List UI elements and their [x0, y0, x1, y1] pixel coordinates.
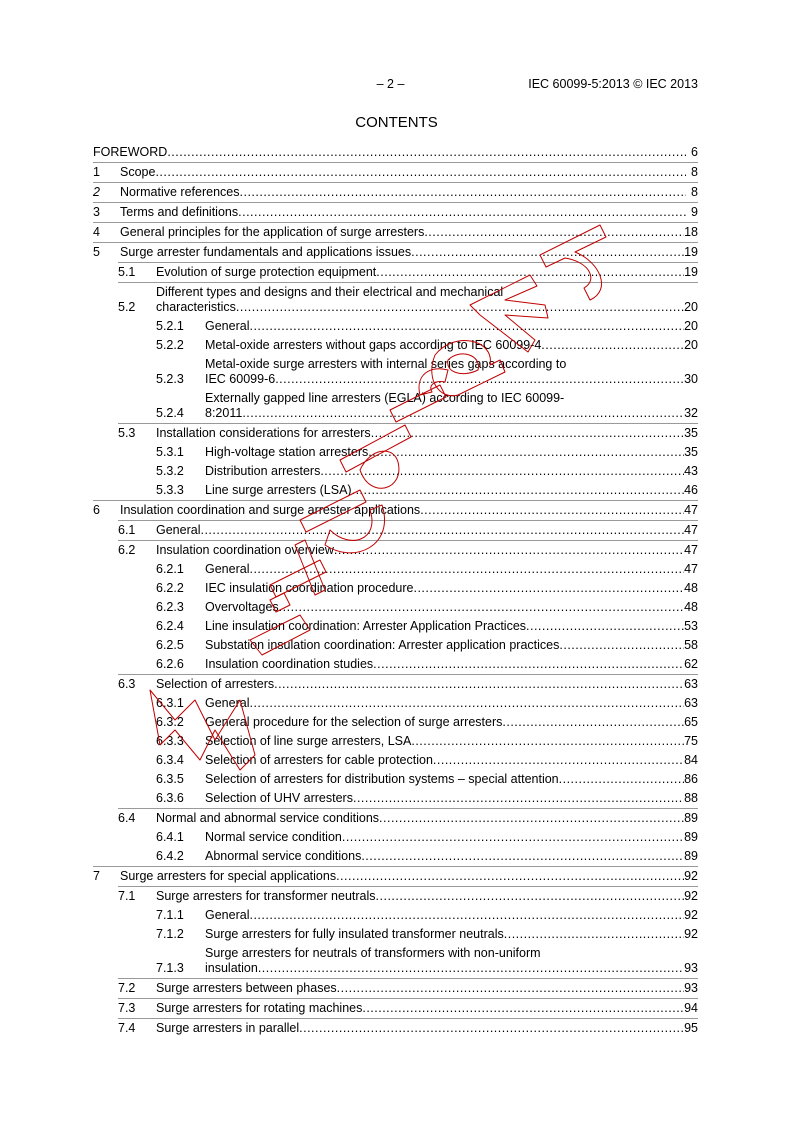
toc-entry[interactable]: [156, 355, 698, 389]
toc-leader-dots: [433, 753, 684, 768]
toc-entry-number: 6.4.2: [156, 849, 184, 863]
toc-entry-page: 89: [684, 830, 698, 844]
toc-entry-title: Selection of UHV arresters: [205, 791, 353, 805]
toc-entry-number: 6.2.2: [156, 581, 184, 595]
toc-leader-dots: [361, 849, 684, 864]
toc-entry-title: Surge arresters for fully insulated transformer neutrals: [205, 927, 504, 941]
toc-entry-title: General: [205, 562, 250, 576]
toc-entry-number: 6.2: [118, 543, 136, 557]
page-title: CONTENTS: [355, 114, 438, 131]
toc-entry-number: 6.3.4: [156, 753, 184, 767]
toc-entry-number: 5.3.1: [156, 445, 184, 459]
toc-entry-title: Line surge arresters (LSA): [205, 483, 352, 497]
toc-entry-page: 32: [684, 406, 698, 420]
toc-entry[interactable]: [93, 182, 698, 202]
toc-entry-number: 5.3.3: [156, 483, 184, 497]
toc-entry-page: 92: [684, 869, 698, 883]
toc-entry-number: 6.1: [118, 523, 136, 537]
toc-entry-title: Insulation coordination and surge arrester applications: [120, 503, 421, 517]
toc-entry-title: Normative references: [120, 185, 240, 199]
toc-leader-dots: [352, 483, 685, 498]
toc-entry-number: 5.2.1: [156, 319, 184, 333]
toc-entry[interactable]: [118, 886, 698, 906]
toc-entry-number: 5.3: [118, 426, 136, 440]
toc-entry[interactable]: [156, 598, 698, 617]
toc-entry-page: 20: [684, 319, 698, 333]
toc-leader-dots: [258, 961, 684, 976]
toc-entry-title: Overvoltages: [205, 600, 279, 614]
toc-entry-page: 65: [684, 715, 698, 729]
toc-entry-page: 95: [684, 1021, 698, 1035]
toc-entry-number: 6.2.6: [156, 657, 184, 671]
toc-entry-number: 6.2.5: [156, 638, 184, 652]
toc-entry-title: Distribution arresters: [205, 464, 321, 478]
toc-entry-title: Surge arrester fundamentals and applications issues: [120, 245, 412, 259]
toc-entry[interactable]: [118, 423, 698, 443]
toc-leader-dots: [249, 696, 684, 711]
toc-entry-title-continued: IEC 60099-6: [205, 372, 276, 386]
toc-entry-page: 84: [684, 753, 698, 767]
toc-entry-title: General: [156, 523, 201, 537]
toc-leader-dots: [249, 319, 684, 334]
toc-leader-dots: [299, 1021, 684, 1036]
toc-entry-title: Insulation coordination studies: [205, 657, 374, 671]
toc-entry[interactable]: [93, 202, 698, 222]
toc-entry-number: 6: [93, 503, 100, 517]
toc-entry-number: 6.3.5: [156, 772, 184, 786]
toc-entry[interactable]: [93, 242, 698, 262]
toc-entry-number: 5.1: [118, 265, 136, 279]
toc-leader-dots: [279, 600, 684, 615]
toc-entry-page: 94: [684, 1001, 698, 1015]
toc-entry-page: 92: [684, 908, 698, 922]
toc-entry[interactable]: [156, 770, 698, 789]
toc-entry-title: General: [205, 319, 250, 333]
toc-leader-dots: [353, 791, 684, 806]
toc-entry[interactable]: [156, 443, 698, 462]
toc-entry[interactable]: [156, 751, 698, 770]
toc-entry-page: 35: [684, 445, 698, 459]
toc-entry-title: Selection of arresters for cable protection: [205, 753, 433, 767]
toc-entry-title: Surge arresters for rotating machines: [156, 1001, 363, 1015]
toc-entry-page: 89: [684, 811, 698, 825]
toc-entry-number: 7.1.1: [156, 908, 184, 922]
standard-reference: IEC 60099-5:2013 © IEC 2013: [528, 77, 698, 91]
toc-entry-page: 92: [684, 927, 698, 941]
toc-entry-number: 6.3: [118, 677, 136, 691]
toc-entry-page: 47: [684, 562, 698, 576]
toc-entry[interactable]: [156, 655, 698, 674]
toc-entry[interactable]: [156, 462, 698, 481]
toc-leader-dots: [559, 638, 684, 653]
toc-entry-title: General: [205, 696, 250, 710]
toc-entry-number: 1: [93, 165, 100, 179]
toc-entry-number: 7.3: [118, 1001, 136, 1015]
toc-entry-number: 6.3.1: [156, 696, 184, 710]
toc-entry-number: 7.1: [118, 889, 136, 903]
toc-entry[interactable]: [156, 847, 698, 866]
toc-entry-title: Substation insulation coordination: Arrester application practices: [205, 638, 560, 652]
toc-entry[interactable]: [156, 617, 698, 636]
toc-entry-page: 48: [684, 600, 698, 614]
toc-entry[interactable]: [156, 732, 698, 751]
toc-entry-number: 7.1.3: [156, 961, 184, 975]
toc-leader-dots: [167, 145, 686, 160]
toc-entry-title: Surge arresters between phases: [156, 981, 337, 995]
toc-entry-page: 63: [684, 696, 698, 710]
toc-entry[interactable]: [156, 636, 698, 655]
toc-leader-dots: [200, 523, 684, 538]
toc-entry[interactable]: [118, 978, 698, 998]
toc-leader-dots: [376, 889, 685, 904]
toc-leader-dots: [342, 830, 684, 845]
toc-entry-page: 75: [684, 734, 698, 748]
toc-entry-title: Terms and definitions: [120, 205, 239, 219]
toc-entry-page: 20: [684, 300, 698, 314]
toc-entry-title: Insulation coordination overview: [156, 543, 334, 557]
toc-entry-number: 6.4: [118, 811, 136, 825]
page-number: – 2 –: [376, 77, 405, 91]
toc-entry-title: Normal service condition: [205, 830, 342, 844]
toc-entry-page: 30: [684, 372, 698, 386]
toc-entry-title: Surge arresters for transformer neutrals: [156, 889, 376, 903]
toc-entry[interactable]: [156, 828, 698, 847]
toc-entry-title: Normal and abnormal service conditions: [156, 811, 380, 825]
table-of-contents: [93, 143, 698, 1038]
toc-entry-title: Line insulation coordination: Arrester Application Practices: [205, 619, 527, 633]
toc-leader-dots: [413, 581, 684, 596]
toc-entry-number: 2: [93, 185, 100, 199]
toc-leader-dots: [424, 225, 684, 240]
toc-entry-number: 7.4: [118, 1021, 136, 1035]
toc-leader-dots: [411, 734, 684, 749]
toc-entry-page: 35: [684, 426, 698, 440]
toc-entry-page: 53: [684, 619, 698, 633]
toc-entry-page: 19: [684, 245, 698, 259]
toc-entry-number: 5.2.2: [156, 338, 184, 352]
toc-entry-page: 8: [691, 165, 698, 179]
toc-entry[interactable]: [118, 282, 698, 317]
toc-entry-title: Scope: [120, 165, 156, 179]
toc-entry[interactable]: [156, 560, 698, 579]
toc-entry[interactable]: [156, 694, 698, 713]
toc-entry-page: 8: [691, 185, 698, 199]
toc-entry-title: Selection of arresters: [156, 677, 275, 691]
toc-entry-title: Externally gapped line arresters (EGLA) according to IEC 60099-: [205, 391, 565, 405]
toc-entry-title: Metal-oxide arresters without gaps according to IEC 60099-4: [205, 338, 542, 352]
toc-entry[interactable]: [93, 500, 698, 520]
toc-entry-page: 89: [684, 849, 698, 863]
toc-entry-page: 9: [691, 205, 698, 219]
toc-leader-dots: [379, 811, 684, 826]
toc-entry[interactable]: [118, 520, 698, 540]
toc-leader-dots: [336, 869, 684, 884]
toc-entry[interactable]: [156, 925, 698, 944]
toc-entry[interactable]: [118, 808, 698, 828]
toc-entry-page: 63: [684, 677, 698, 691]
toc-leader-dots: [249, 908, 684, 923]
toc-entry-number: 7: [93, 869, 100, 883]
toc-entry-page: 88: [684, 791, 698, 805]
toc-entry-title-continued: 8:2011: [205, 406, 243, 420]
toc-leader-dots: [371, 426, 684, 441]
toc-leader-dots: [373, 657, 684, 672]
toc-entry[interactable]: [156, 579, 698, 598]
toc-leader-dots: [274, 677, 684, 692]
toc-entry-page: 93: [684, 981, 698, 995]
toc-leader-dots: [362, 1001, 684, 1016]
toc-entry[interactable]: [156, 789, 698, 808]
toc-entry[interactable]: [118, 1018, 698, 1038]
toc-entry-number: 5.2.3: [156, 372, 184, 386]
toc-entry[interactable]: [156, 713, 698, 732]
toc-leader-dots: [368, 445, 684, 460]
toc-entry-page: 43: [684, 464, 698, 478]
toc-leader-dots: [236, 300, 684, 315]
toc-entry-number: 6.2.3: [156, 600, 184, 614]
toc-entry-page: 62: [684, 657, 698, 671]
toc-entry-title: Selection of line surge arresters, LSA: [205, 734, 412, 748]
toc-entry-title: General: [205, 908, 250, 922]
toc-entry-page: 93: [684, 961, 698, 975]
toc-entry-title: FOREWORD: [93, 145, 168, 159]
toc-leader-dots: [504, 927, 684, 942]
toc-entry-number: 6.2.1: [156, 562, 184, 576]
toc-entry-title: Surge arresters for special applications: [120, 869, 337, 883]
toc-entry-number: 7.1.2: [156, 927, 184, 941]
toc-entry[interactable]: [156, 481, 698, 500]
toc-entry-page: 47: [684, 503, 698, 517]
toc-entry-page: 86: [684, 772, 698, 786]
toc-entry-title: Different types and designs and their electrical and mechanical: [156, 285, 504, 299]
toc-leader-dots: [541, 338, 684, 353]
toc-entry-number: 7.2: [118, 981, 136, 995]
toc-entry-title: IEC insulation coordination procedure: [205, 581, 414, 595]
toc-entry-number: 3: [93, 205, 100, 219]
toc-entry[interactable]: [156, 336, 698, 355]
toc-entry[interactable]: [93, 222, 698, 242]
toc-entry[interactable]: [118, 998, 698, 1018]
toc-entry-title: General procedure for the selection of surge arresters: [205, 715, 503, 729]
toc-entry-page: 47: [684, 523, 698, 537]
toc-entry-title-continued: characteristics: [156, 300, 236, 314]
toc-leader-dots: [334, 543, 684, 558]
toc-entry-title: General principles for the application of surge arresters: [120, 225, 425, 239]
toc-entry[interactable]: [93, 162, 698, 182]
toc-entry[interactable]: [156, 389, 698, 423]
toc-entry-number: 6.2.4: [156, 619, 184, 633]
toc-entry-page: 19: [684, 265, 698, 279]
toc-entry-title: Surge arresters in parallel: [156, 1021, 300, 1035]
toc-entry-number: 6.4.1: [156, 830, 184, 844]
toc-entry-title: Metal-oxide surge arresters with internal series gaps according to: [205, 357, 567, 371]
toc-entry-page: 58: [684, 638, 698, 652]
toc-entry-page: 92: [684, 889, 698, 903]
toc-leader-dots: [526, 619, 684, 634]
toc-leader-dots: [275, 372, 684, 387]
toc-entry-page: 46: [684, 483, 698, 497]
toc-entry-title: Selection of arresters for distribution systems – special attention: [205, 772, 559, 786]
toc-entry-page: 6: [691, 145, 698, 159]
toc-leader-dots: [249, 562, 684, 577]
toc-leader-dots: [240, 185, 687, 200]
toc-entry-page: 48: [684, 581, 698, 595]
toc-entry[interactable]: [156, 317, 698, 336]
toc-entry-page: 18: [684, 225, 698, 239]
toc-entry-number: 4: [93, 225, 100, 239]
toc-entry[interactable]: [156, 944, 698, 978]
toc-entry-page: 47: [684, 543, 698, 557]
toc-entry-number: 6.3.3: [156, 734, 184, 748]
toc-leader-dots: [411, 245, 684, 260]
toc-entry[interactable]: [118, 262, 698, 282]
toc-entry-page: 20: [684, 338, 698, 352]
toc-entry-title: Surge arresters for neutrals of transformers with non-uniform: [205, 946, 541, 960]
toc-entry[interactable]: [93, 143, 698, 162]
toc-leader-dots: [155, 165, 686, 180]
toc-leader-dots: [337, 981, 684, 996]
toc-entry-number: 5.2: [118, 300, 136, 314]
toc-leader-dots: [320, 464, 684, 479]
toc-leader-dots: [420, 503, 684, 518]
toc-entry-number: 5: [93, 245, 100, 259]
toc-entry[interactable]: [93, 866, 698, 886]
toc-entry-title: Installation considerations for arresters: [156, 426, 371, 440]
toc-leader-dots: [242, 406, 684, 421]
toc-entry[interactable]: [118, 674, 698, 694]
toc-entry-title: Abnormal service conditions: [205, 849, 362, 863]
toc-leader-dots: [238, 205, 686, 220]
toc-entry-number: 6.3.2: [156, 715, 184, 729]
toc-entry-title: High-voltage station arresters: [205, 445, 369, 459]
toc-entry-title: Evolution of surge protection equipment: [156, 265, 377, 279]
toc-entry[interactable]: [118, 540, 698, 560]
toc-entry-number: 5.3.2: [156, 464, 184, 478]
toc-leader-dots: [376, 265, 684, 280]
toc-entry-title-continued: insulation: [205, 961, 258, 975]
toc-entry-number: 5.2.4: [156, 406, 184, 420]
toc-leader-dots: [559, 772, 684, 787]
toc-leader-dots: [502, 715, 684, 730]
toc-entry-number: 6.3.6: [156, 791, 184, 805]
toc-entry[interactable]: [156, 906, 698, 925]
